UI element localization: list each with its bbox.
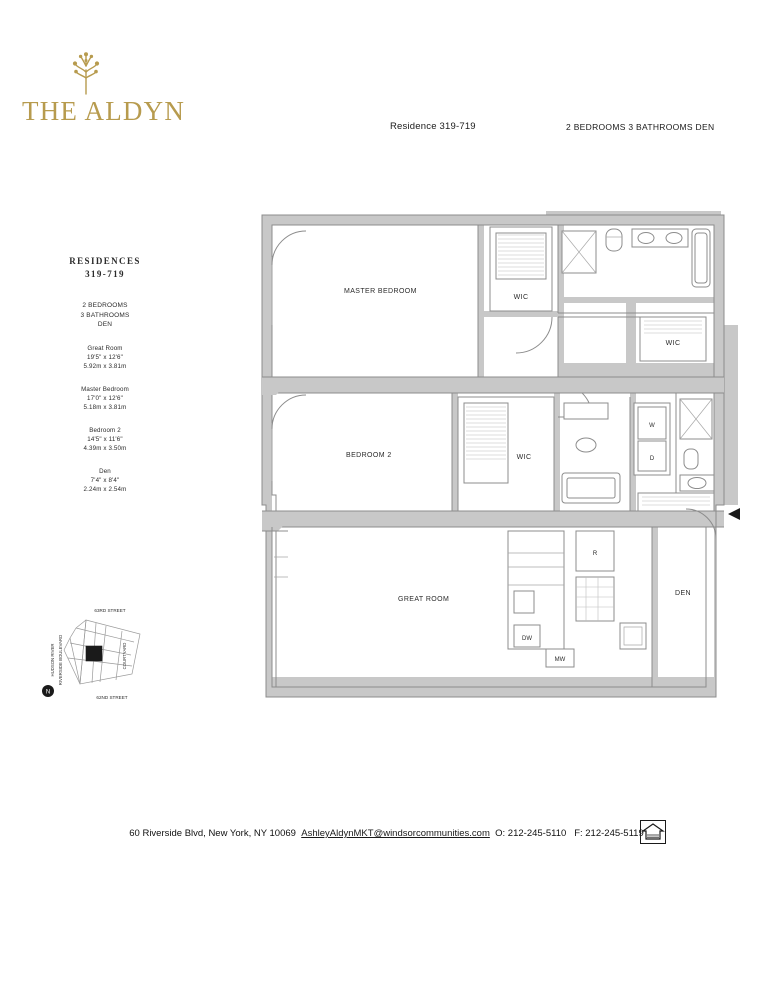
fixture-shower-master	[562, 231, 596, 273]
room-dimension-name: Den	[99, 467, 111, 475]
info-title	[40, 255, 170, 281]
label-wic-upper-right: WIC	[665, 340, 681, 347]
room-dimension-metric: 2.24m x 2.54m	[83, 485, 127, 493]
closet-wic-master	[490, 227, 552, 311]
label-den: DEN	[675, 590, 691, 597]
label-wic-master: WIC	[513, 294, 529, 301]
laundry-closet	[634, 403, 670, 475]
info-unit-type	[40, 301, 170, 330]
info-title-main: RESIDENCES	[69, 256, 141, 266]
closet-wic-upper-right	[640, 317, 706, 361]
brand-wordmark: THE ALDYN	[22, 96, 186, 126]
footer-office-phone: O: 212-245-5110	[495, 828, 567, 839]
closet-right-lower	[638, 493, 714, 511]
keymap-street-bottom: 62ND STREET	[96, 695, 128, 700]
room-dimension-item	[40, 426, 170, 453]
keymap-street-top: 63RD STREET	[94, 608, 126, 613]
keymap-courtyard-label: COURTYARD	[122, 642, 127, 670]
room-dimension-metric: 5.92m x 3.81m	[83, 362, 127, 370]
label-bedroom-2: BEDROOM 2	[346, 452, 392, 459]
label-washer: W	[649, 423, 655, 429]
unit-type-label: 2 BEDROOMS 3 BATHROOMS DEN	[566, 122, 715, 132]
entry-arrow-icon	[728, 508, 740, 520]
info-unit-type-line: 3 BATHROOMS	[80, 311, 130, 319]
footer-fax: F: 212-245-5119	[574, 828, 644, 839]
label-dishwasher: DW	[522, 636, 532, 642]
footer-address: 60 Riverside Blvd, New York, NY 10069	[129, 828, 296, 839]
tree-ornament-icon	[62, 50, 110, 98]
keymap-street-left-1: HUDSON RIVER	[50, 643, 55, 677]
svg-text:N: N	[45, 689, 51, 696]
room-dimension-name: Bedroom 2	[89, 426, 121, 434]
info-unit-type-line: 2 BEDROOMS	[82, 302, 128, 309]
room-dimension-imperial: 19'5" x 12'6"	[87, 353, 123, 361]
room-dimension-item	[40, 344, 170, 371]
info-unit-type-line: DEN	[97, 321, 113, 328]
room-dimension-name: Great Room	[87, 344, 123, 352]
room-dimension-imperial: 7'4" x 8'4"	[90, 476, 120, 484]
keymap-street-left-2: RIVERSIDE BOULEVARD	[58, 634, 63, 686]
floor-plan-drawing	[246, 205, 746, 705]
room-dimension-imperial: 14'5" x 11'6"	[87, 435, 123, 443]
label-dryer: D	[649, 456, 655, 462]
room-dimension-name: Master Bedroom	[81, 385, 129, 393]
room-dimension-item	[40, 385, 170, 412]
residence-number-label: Residence 319-719	[390, 121, 476, 132]
label-master-bedroom: MASTER BEDROOM	[344, 288, 417, 295]
closet-wic-bedroom-2	[458, 397, 554, 515]
info-title-sub: 319-719	[85, 269, 125, 279]
room-dimension-list	[40, 344, 170, 494]
label-microwave: MW	[554, 657, 566, 663]
footer-email[interactable]: AshleyAldynMKT@windsorcommunities.com	[301, 828, 490, 839]
room-dimension-metric: 4.39m x 3.50m	[83, 444, 127, 452]
label-refrigerator: R	[592, 551, 598, 557]
room-dimension-imperial: 17'0" x 12'6"	[87, 394, 123, 402]
residence-info-panel	[40, 255, 170, 494]
label-wic-bedroom-2: WIC	[516, 454, 532, 461]
compass-icon	[42, 685, 54, 697]
room-dimension-item	[40, 467, 170, 494]
site-key-map	[36, 598, 151, 708]
room-dimension-metric: 5.18m x 3.81m	[83, 403, 127, 411]
label-great-room: GREAT ROOM	[398, 596, 450, 603]
equal-housing-opportunity-icon	[640, 820, 666, 844]
brand-logo	[22, 50, 202, 130]
plan-wall-band	[262, 377, 724, 395]
